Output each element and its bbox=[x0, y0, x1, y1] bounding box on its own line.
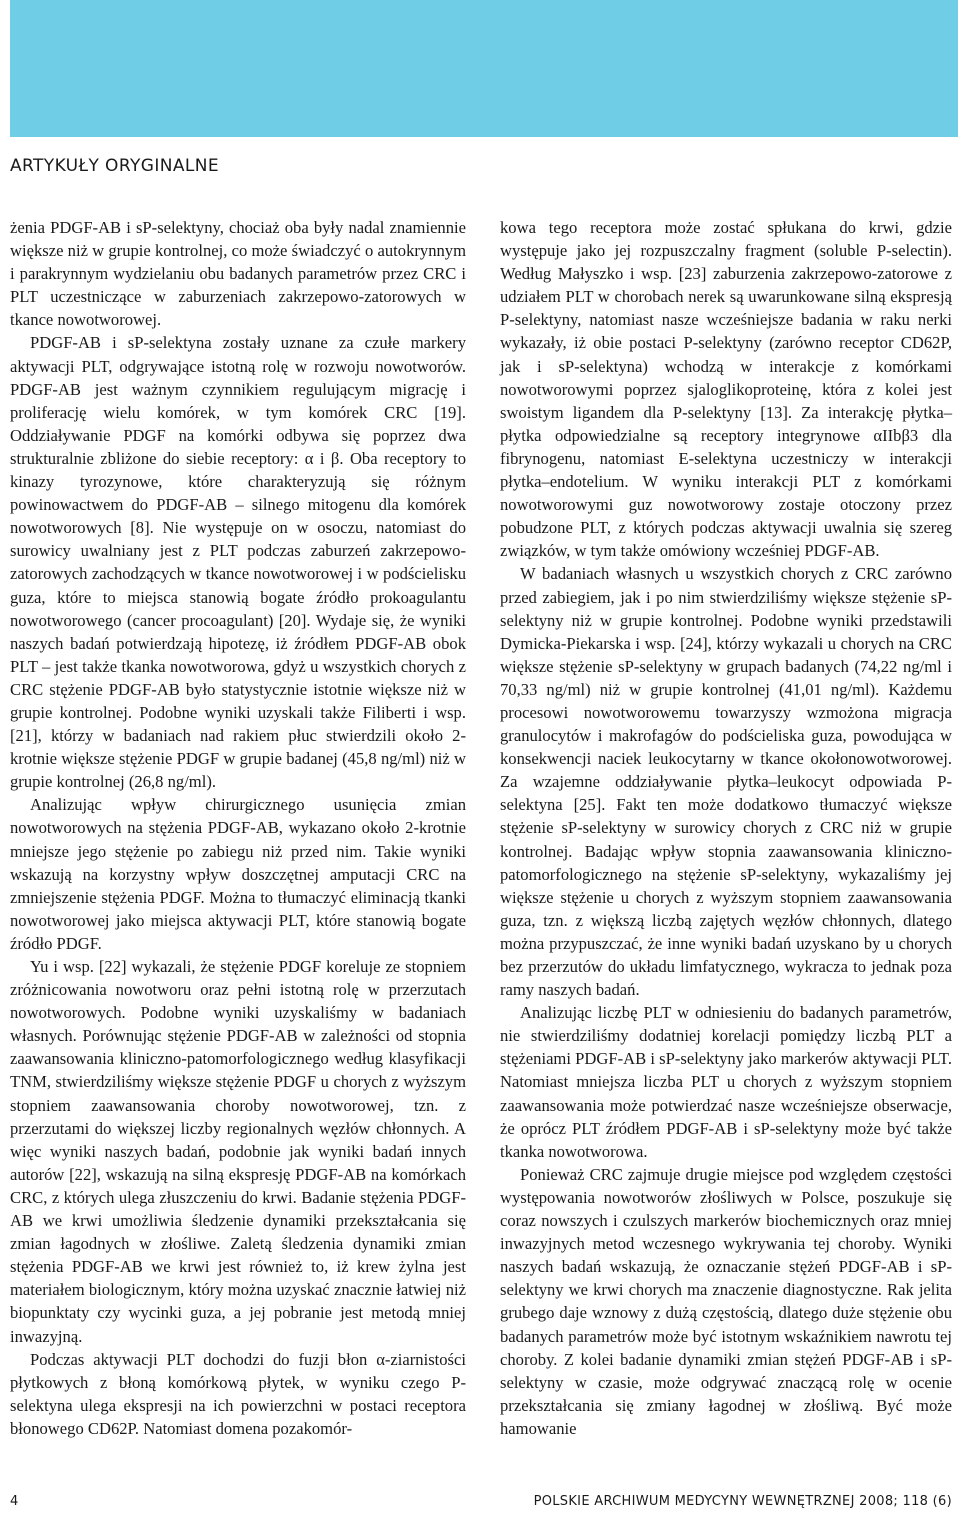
paragraph: Ponieważ CRC zajmuje drugie miejsce pod względem częstości występowania nowotworów złośliwych w Polsce, poszukuje się coraz nowszych i czulszych markerów biochemicznych oraz mniej inwazyjnych metod wczesnego wykrywania tej choroby. Wyniki naszych badań wskazują, że oznaczanie stężeń PDGF-AB i sP-selektyny we krwi chorych ma znaczenie diagnostyczne. Rak jelita grubego daje wznowy z dużą częstością, dlatego duże stężenie obu badanych parametrów może być istotnym wskaźnikiem nawrotu tej choroby. Z kolei badanie dynamiki zmian stężeń PDGF-AB i sP-selektyny w czasie, może odgrywać znaczącą rolę w ocenie przekształcania się zmiany łagodnej w złośliwą. Być może hamowanie bbox=[500, 1164, 952, 1438]
paragraph: W badaniach własnych u wszystkich chorych z CRC zarówno przed zabiegiem, jak i po nim stwierdziliśmy większe stężenie sP-selektyny niż w grupie kontrolnej. Podobne wyniki przedstawili Dymicka-Piekarska i wsp. [24], którzy wykazali u chorych na CRC większe stężenie sP-selektyny w grupach badanych (74,22 ng/ml i 70,33 ng/ml) niż w grupie kontrolnej (41,01 ng/ml). Każdemu procesowi nowotworowemu towarzyszy wzmożona migracja granulocytów i makrofagów do podścieliska guza, powodująca w konsekwencji naciek leukocytarny w tkance okołonowotworowej. Za wzajemne oddziaływanie płytka–leukocyt odpowiada P-selektyna [25]. Fakt ten może dodatkowo tłumaczyć większe stężenie sP-selektyny w surowicy chorych z CRC niż w grupie kontrolnej. Badając wpływ stopnia zaawansowania kliniczno-patomorfologicznego na stężenie sP-selektyny, wykazaliśmy jej większe stężenie u chorych z wyższym stopniem zaawansowania guza, tzn. z większą liczbą zajętych węzłów chłonnych, dlatego można przypuszczać, że inne wyniki badań uzyskano by u chorych bez przerzutów do układu limfatycznego, wykracza to jednak poza ramy naszych badań. bbox=[500, 564, 952, 1000]
journal-footer: POLSKIE ARCHIWUM MEDYCYNY WEWNĘTRZNEJ 2008; 118 (6) bbox=[533, 1494, 952, 1509]
header-accent-bar bbox=[10, 0, 958, 137]
left-column bbox=[10, 216, 466, 1440]
paragraph: żenia PDGF-AB i sP-selektyny, chociaż oba były nadal znamiennie większe niż w grupie kontrolnej, co może świadczyć o autokrynnym i parakrynnym wydzielaniu obu badanych parametrów przez CRC i PLT uczestniczące w zaburzeniach zakrzepowo-zatorowych w tkance nowotworowej. bbox=[10, 218, 466, 330]
page-number: 4 bbox=[10, 1494, 19, 1509]
paragraph: kowa tego receptora może zostać spłukana do krwi, gdzie występuje jako jej rozpuszczalny fragment (soluble P-selectin). Według Małyszko i wsp. [23] zaburzenia zakrzepowo-zatorowe z udziałem PLT w chorobach nerek są uwarunkowane silną ekspresją P-selektyny, natomiast nasze wcześniejsze badania w raku nerki wykazały, iż obie postaci P-selektyny (zarówno receptor CD62P, jak i sP-selektyna) wchodzą w interakcje z komórkami nowotworowymi poprzez sjaloglikoproteinę, która z kolei jest swoistym ligandem dla P-selektyny [13]. Za interakcję płytka–płytka odpowiedzialne są receptory integrynowe αIIbβ3 dla fibrynogenu, natomiast E-selektyna uczestniczy w interakcji płytka–endotelium. W wyniku interakcji PLT z komórkami nowotworowymi guz nowotworowy zostaje otoczony przez pobudzone PLT, z których podczas aktywacji uwalnia się szereg związków, w tym także omówiony wcześniej PDGF-AB. bbox=[500, 218, 952, 561]
section-label: ARTYKUŁY ORYGINALNE bbox=[10, 156, 220, 176]
paragraph: PDGF-AB i sP-selektyna zostały uznane za czułe markery aktywacji PLT, odgrywające istotną rolę w rozwoju nowotworów. PDGF-AB jest ważnym czynnikiem regulującym migrację i proliferację wielu komórek, w tym komórek CRC [19]. Oddziaływanie PDGF na komórki odbywa się poprzez dwa strukturalnie zbliżone do siebie receptory: α i β. Oba receptory to kinazy tyrozynowe, które charakteryzują się różnym powinowactwem do PDGF-AB – silnego mitogenu dla komórek nowotworowych [8]. Nie występuje on w osoczu, natomiast do surowicy uwalniany jest z PLT podczas zaburzeń zakrzepowo-zatorowych zachodzących w tkance nowotworowej i w podścielisku guza, które to miejsca stanowią bogate źródło prokoagulantu nowotworowego (cancer procoagulant) [20]. Wydaje się, że wyniki naszych badań potwierdzają hipotezę, iż źródłem PDGF-AB obok PLT – jest także tkanka nowotworowa, gdyż u wszystkich chorych z CRC stężenie PDGF-AB było statystycznie istotnie większe niż w grupie kontrolnej. Podobne wyniki uzyskali także Filiberti i wsp. [21], którzy w badaniach nad rakiem płuc stwierdzili około 2-krotnie większe stężenie PDGF w grupie badanej (45,8 ng/ml) niż w grupie kontrolnej (26,8 ng/ml). bbox=[10, 333, 466, 792]
paragraph: Yu i wsp. [22] wykazali, że stężenie PDGF koreluje ze stopniem zróżnicowania nowotworu oraz pełni istotną rolę w przerzutach nowotworowych. Podobne wyniki uzyskaliśmy w badaniach własnych. Porównując stężenie PDGF-AB w zależności od stopnia zaawansowania kliniczno-patomorfologicznego według klasyfikacji TNM, stwierdziliśmy większe stężenie PDGF u chorych z wyższym stopniem zaawansowania choroby nowotworowej, tzn. z przerzutami do większej liczby regionalnych węzłów chłonnych. A więc wyniki naszych badań, podobnie jak wyniki badań innych autorów [22], wskazują na silną ekspresję PDGF-AB na komórkach CRC, z których ulega złuszczeniu do krwi. Badanie stężenia PDGF-AB we krwi umożliwia śledzenie dynamiki przekształcania się zmian łagodnych w złośliwe. Zaletą śledzenia dynamiki zmian stężenia PDGF-AB we krwi jest również to, iż krew żylna jest materiałem biologicznym, który można uzyskać znacznie łatwiej niż biopunktaty czy wycinki guza, a jej pobranie jest metodą mniej inwazyjną. bbox=[10, 957, 466, 1346]
right-column bbox=[500, 216, 952, 1440]
paragraph: Analizując wpływ chirurgicznego usunięcia zmian nowotworowych na stężenia PDGF-AB, wykazano około 2-krotnie mniejsze jego stężenie po zabiegu niż przed nim. Takie wyniki wskazują na korzystny wpływ doszczętnej amputacji CRC na zmniejszenie stężenia PDGF. Można to tłumaczyć eliminacją tkanki nowotworowej jako miejsca aktywacji PLT, które stanowią bogate źródło PDGF. bbox=[10, 795, 466, 953]
paragraph: Podczas aktywacji PLT dochodzi do fuzji błon α-ziarnistości płytkowych z błoną komórkową płytek, w wyniku czego P-selektyna ulega ekspresji na ich powierzchni w postaci receptora błonowego CD62P. Natomiast domena pozakomór- bbox=[10, 1349, 466, 1438]
paragraph: Analizując liczbę PLT w odniesieniu do badanych parametrów, nie stwierdziliśmy dodatniej korelacji pomiędzy liczbą PLT a stężeniami PDGF-AB i sP-selektyny jako markerów aktywacji PLT. Natomiast mniejsza liczba PLT u chorych z wyższym stopniem zaawansowania może potwierdzać nasze wcześniejsze obserwacje, że oprócz PLT źródłem PDGF-AB i sP-selektyny może być także tkanka nowotworowa. bbox=[500, 1003, 952, 1161]
